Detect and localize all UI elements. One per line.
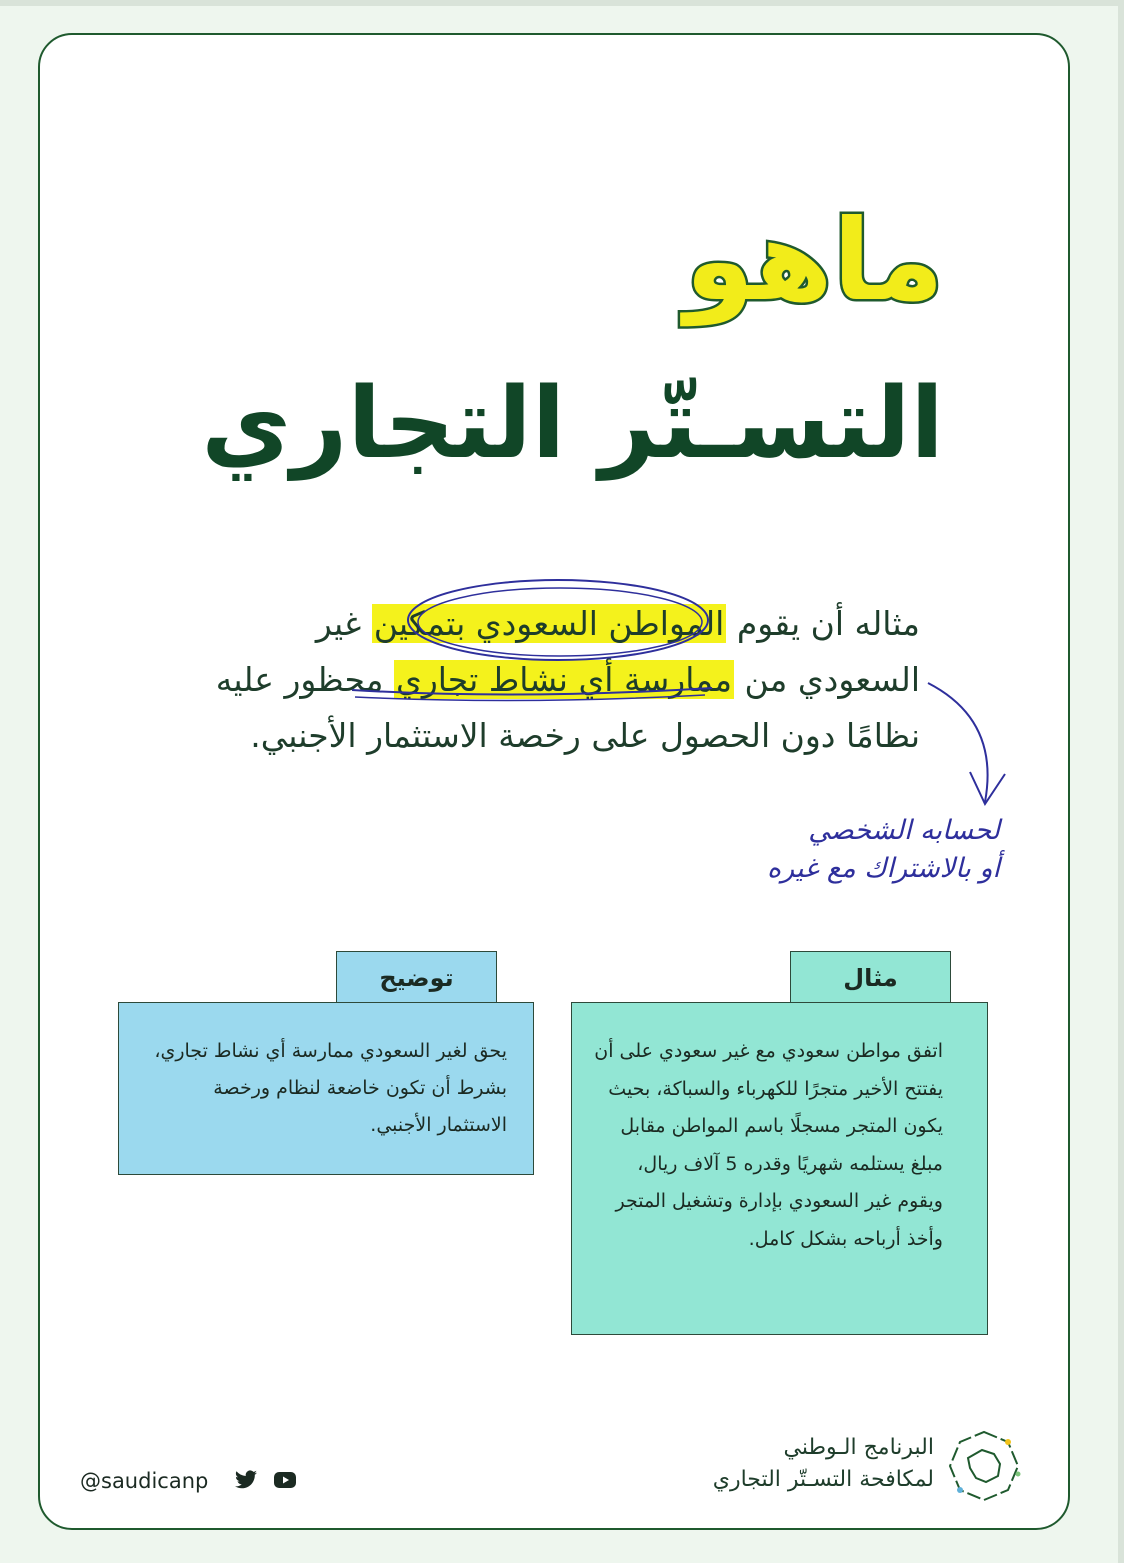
clarification-box	[118, 1002, 534, 1175]
organization-line-1: البرنامج الـوطني	[783, 1435, 934, 1460]
page-edge-right	[1118, 0, 1124, 1563]
handwritten-note-line-2: أو بالاشتراك مع غيره	[767, 853, 1000, 884]
paragraph-text-1: مثاله أن يقوم	[736, 604, 920, 643]
highlight-citizen: المواطن السعودي بتمكين	[373, 604, 725, 643]
youtube-icon[interactable]	[272, 1468, 298, 1492]
paragraph-text-2: غير السعودي من	[315, 604, 920, 699]
page-edge-top	[0, 0, 1124, 6]
clarification-text: يحق لغير السعودي ممارسة أي نشاط تجاري، بشرط أن تكون خاضعة لنظام ورخصة الاستثمار الأجنبي.	[154, 1040, 507, 1136]
saudi-map-logo-icon	[946, 1428, 1022, 1504]
paragraph-text-3: محظور عليه نظامًا دون الحصول على رخصة الاستثمار الأجنبي.	[215, 660, 920, 755]
title-line-2: التسـتّر التجاري	[201, 367, 944, 481]
clarification-label: توضيح	[336, 951, 497, 1003]
organization-line-2: لمكافحة التسـتّر التجاري	[712, 1467, 934, 1492]
organization-name	[640, 1432, 934, 1496]
highlight-activity: ممارسة أي نشاط تجاري	[395, 660, 733, 699]
twitter-icon[interactable]	[233, 1468, 259, 1492]
handwritten-note	[745, 812, 1000, 888]
handwritten-note-line-1: لحسابه الشخصي	[808, 815, 1000, 846]
definition-paragraph	[205, 596, 920, 764]
example-text: اتفق مواطن سعودي مع غير سعودي على أن يفتتح الأخير متجرًا للكهرباء والسباكة، بحيث يكون المتجر مسجلًا باسم المواطن مقابل مبلغ يستلمه شهريًا وقدره 5 آلاف ريال، ويقوم غير السعودي بإدارة وتشغيل المتجر وأخذ أرباحه بشكل كامل.	[594, 1040, 943, 1250]
example-label: مثال	[790, 951, 951, 1003]
social-handle[interactable]: @saudicanp	[80, 1469, 209, 1493]
example-box	[571, 1002, 988, 1335]
title-line-1: ماهو	[684, 196, 944, 326]
